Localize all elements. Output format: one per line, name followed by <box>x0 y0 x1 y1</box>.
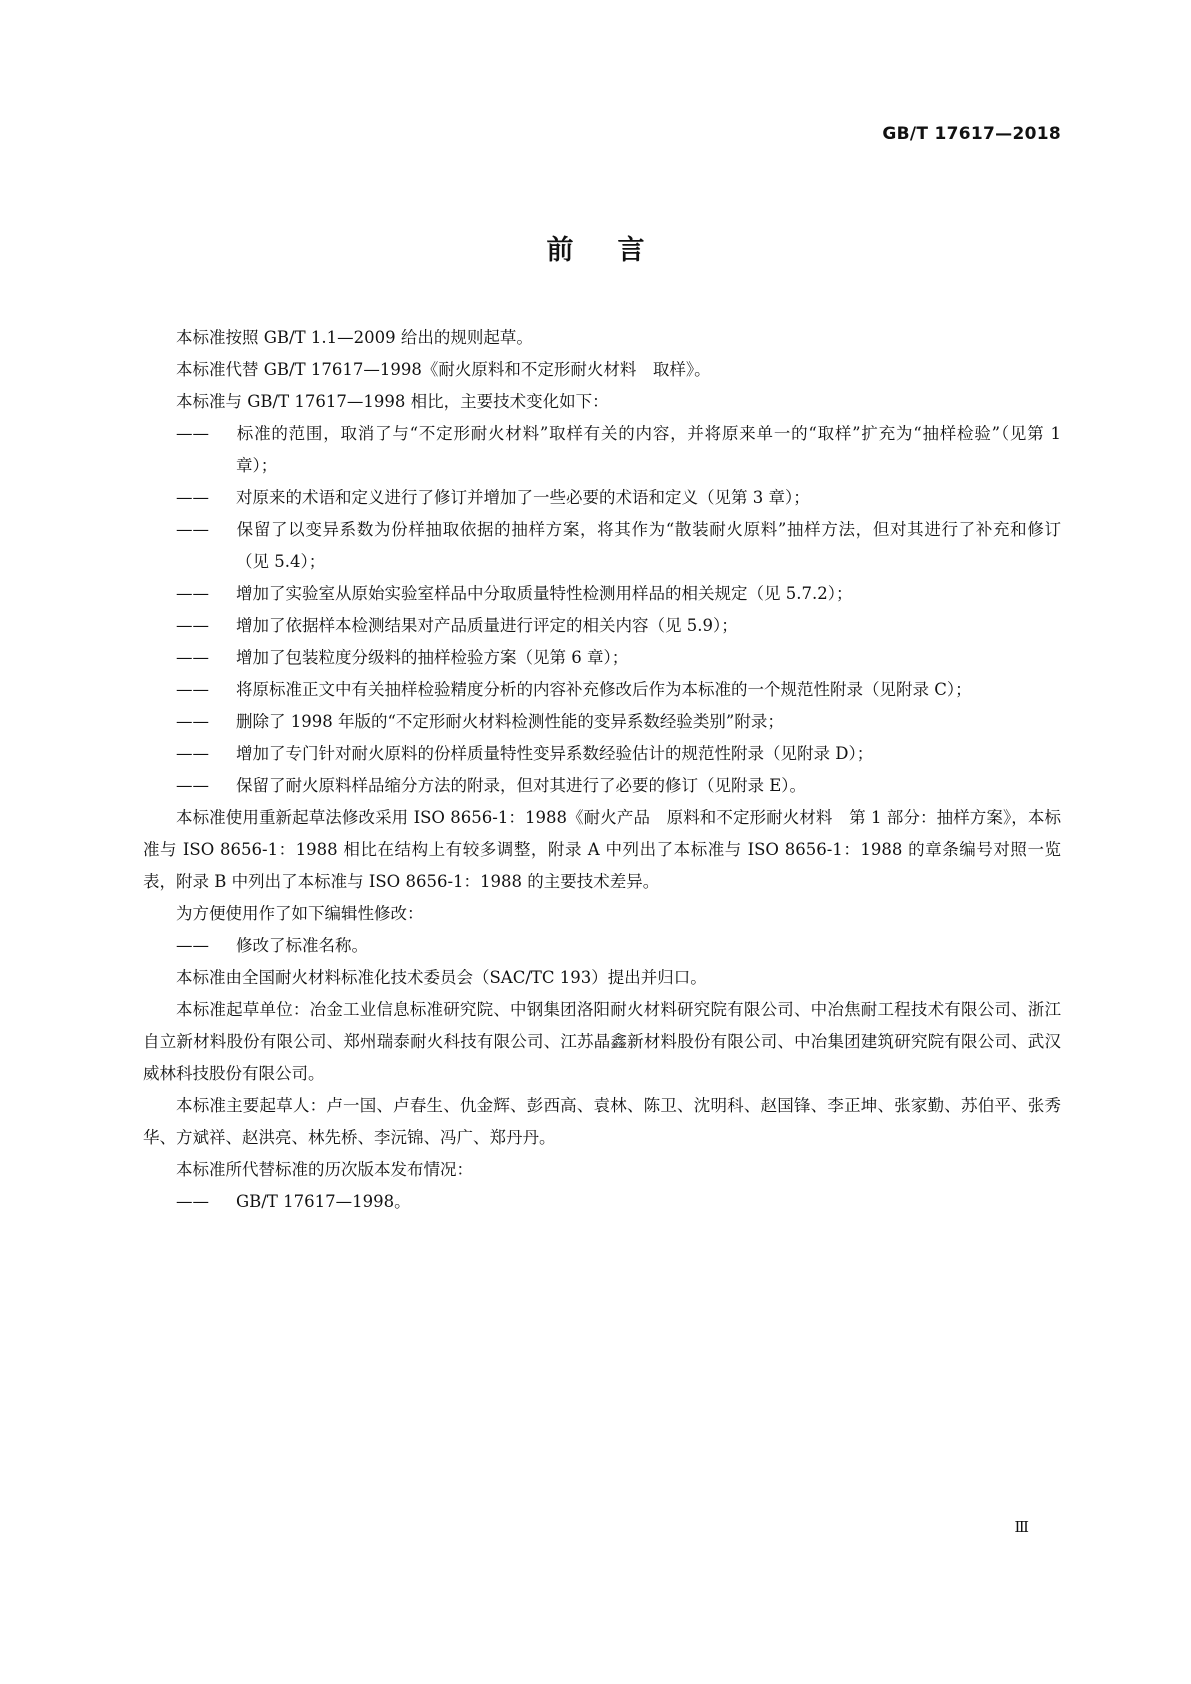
page-number: Ⅲ <box>1014 1518 1029 1536</box>
dash-marker: —— <box>176 520 209 539</box>
dash-marker: —— <box>176 712 209 731</box>
list-item <box>176 578 1061 610</box>
dash-marker: —— <box>176 616 209 635</box>
paragraph-replaces: 本标准代替 GB/T 17617—1998《耐火原料和不定形耐火材料 取样》。 <box>176 360 711 379</box>
paragraph-main-drafters: 本标准主要起草人：卢一国、卢春生、仇金辉、彭西高、袁林、陈卫、沈明科、赵国锋、李正坤、张家勤、苏伯平、张秀华、方斌祥、赵洪亮、林先桥、李沅锦、冯广、郑丹丹。 <box>143 1096 1061 1147</box>
list-item-text: 对原来的术语和定义进行了修订并增加了一些必要的术语和定义（见第 3 章）； <box>236 488 810 507</box>
list-item <box>176 482 1061 514</box>
dash-marker: —— <box>176 424 209 443</box>
list-item-text: 将原标准正文中有关抽样检验精度分析的内容补充修改后作为本标准的一个规范性附录（见附录 C）； <box>236 680 972 699</box>
standard-code: GB/T 17617—2018 <box>882 124 1061 144</box>
page-title: 前言 <box>546 235 689 266</box>
list-item-text: 保留了耐火原料样品缩分方法的附录，但对其进行了必要的修订（见附录 E）。 <box>236 776 807 795</box>
paragraph-editorial-intro: 为方便使用作了如下编辑性修改： <box>176 904 424 923</box>
paragraph-history-intro: 本标准所代替标准的历次版本发布情况： <box>176 1160 473 1179</box>
dash-marker: —— <box>176 1192 209 1211</box>
dash-marker: —— <box>176 488 209 507</box>
paragraph-drafting-rules: 本标准按照 GB/T 1.1—2009 给出的规则起草。 <box>176 328 533 347</box>
list-item <box>176 642 1061 674</box>
list-item-text: 增加了依据样本检测结果对产品质量进行评定的相关内容（见 5.9）； <box>236 616 738 635</box>
dash-marker: —— <box>176 936 209 955</box>
list-item-text: 增加了实验室从原始实验室样品中分取质量特性检测用样品的相关规定（见 5.7.2）； <box>236 584 853 603</box>
list-item-text: 增加了专门针对耐火原料的份样质量特性变异系数经验估计的规范性附录（见附录 D）； <box>236 744 874 763</box>
list-item <box>176 738 1061 770</box>
dash-marker: —— <box>176 648 209 667</box>
list-item <box>176 930 1061 962</box>
list-item <box>176 770 1061 802</box>
technical-changes-list <box>143 418 1061 802</box>
list-item <box>176 514 1061 578</box>
dash-marker: —— <box>176 744 209 763</box>
list-item <box>176 706 1061 738</box>
list-item-text: 修改了标准名称。 <box>236 936 368 955</box>
paragraph-iso-adoption: 本标准使用重新起草法修改采用 ISO 8656-1：1988《耐火产品 原料和不定形耐火材料 第 1 部分：抽样方案》，本标准与 ISO 8656-1：1988 相比在结构上有较多调整，附录 A 中列出了本标准与 ISO 8656-1：1988 的章条编号对照一览表，附录 B 中列出了本标准与 ISO 8656-1：1988 的主要技术差异。 <box>143 808 1061 891</box>
list-item <box>176 1186 1061 1218</box>
list-item-text: 删除了 1998 年版的“不定形耐火材料检测性能的变异系数经验类别”附录； <box>236 712 784 731</box>
list-item <box>176 674 1061 706</box>
list-item-text: GB/T 17617—1998。 <box>236 1192 411 1211</box>
paragraph-changes-intro: 本标准与 GB/T 17617—1998 相比，主要技术变化如下： <box>176 392 609 411</box>
list-item <box>176 418 1061 482</box>
list-item-text: 增加了包装粒度分级料的抽样检验方案（见第 6 章）； <box>236 648 629 667</box>
dash-marker: —— <box>176 776 209 795</box>
document-body <box>143 322 1061 1218</box>
list-item-text: 标准的范围，取消了与“不定形耐火材料”取样有关的内容，并将原来单一的“取样”扩充为“抽样检验”（见第 1 章）； <box>236 424 1061 475</box>
list-item-text: 保留了以变异系数为份样抽取依据的抽样方案，将其作为“散装耐火原料”抽样方法，但对其进行了补充和修订（见 5.4）； <box>236 520 1061 571</box>
dash-marker: —— <box>176 680 209 699</box>
dash-marker: —— <box>176 584 209 603</box>
paragraph-drafting-units: 本标准起草单位：冶金工业信息标准研究院、中钢集团洛阳耐火材料研究院有限公司、中冶焦耐工程技术有限公司、浙江自立新材料股份有限公司、郑州瑞泰耐火科技有限公司、江苏晶鑫新材料股份有限公司、中冶集团建筑研究院有限公司、武汉威林科技股份有限公司。 <box>143 1000 1061 1083</box>
list-item <box>176 610 1061 642</box>
paragraph-proposed-by: 本标准由全国耐火材料标准化技术委员会（SAC/TC 193）提出并归口。 <box>176 968 707 987</box>
